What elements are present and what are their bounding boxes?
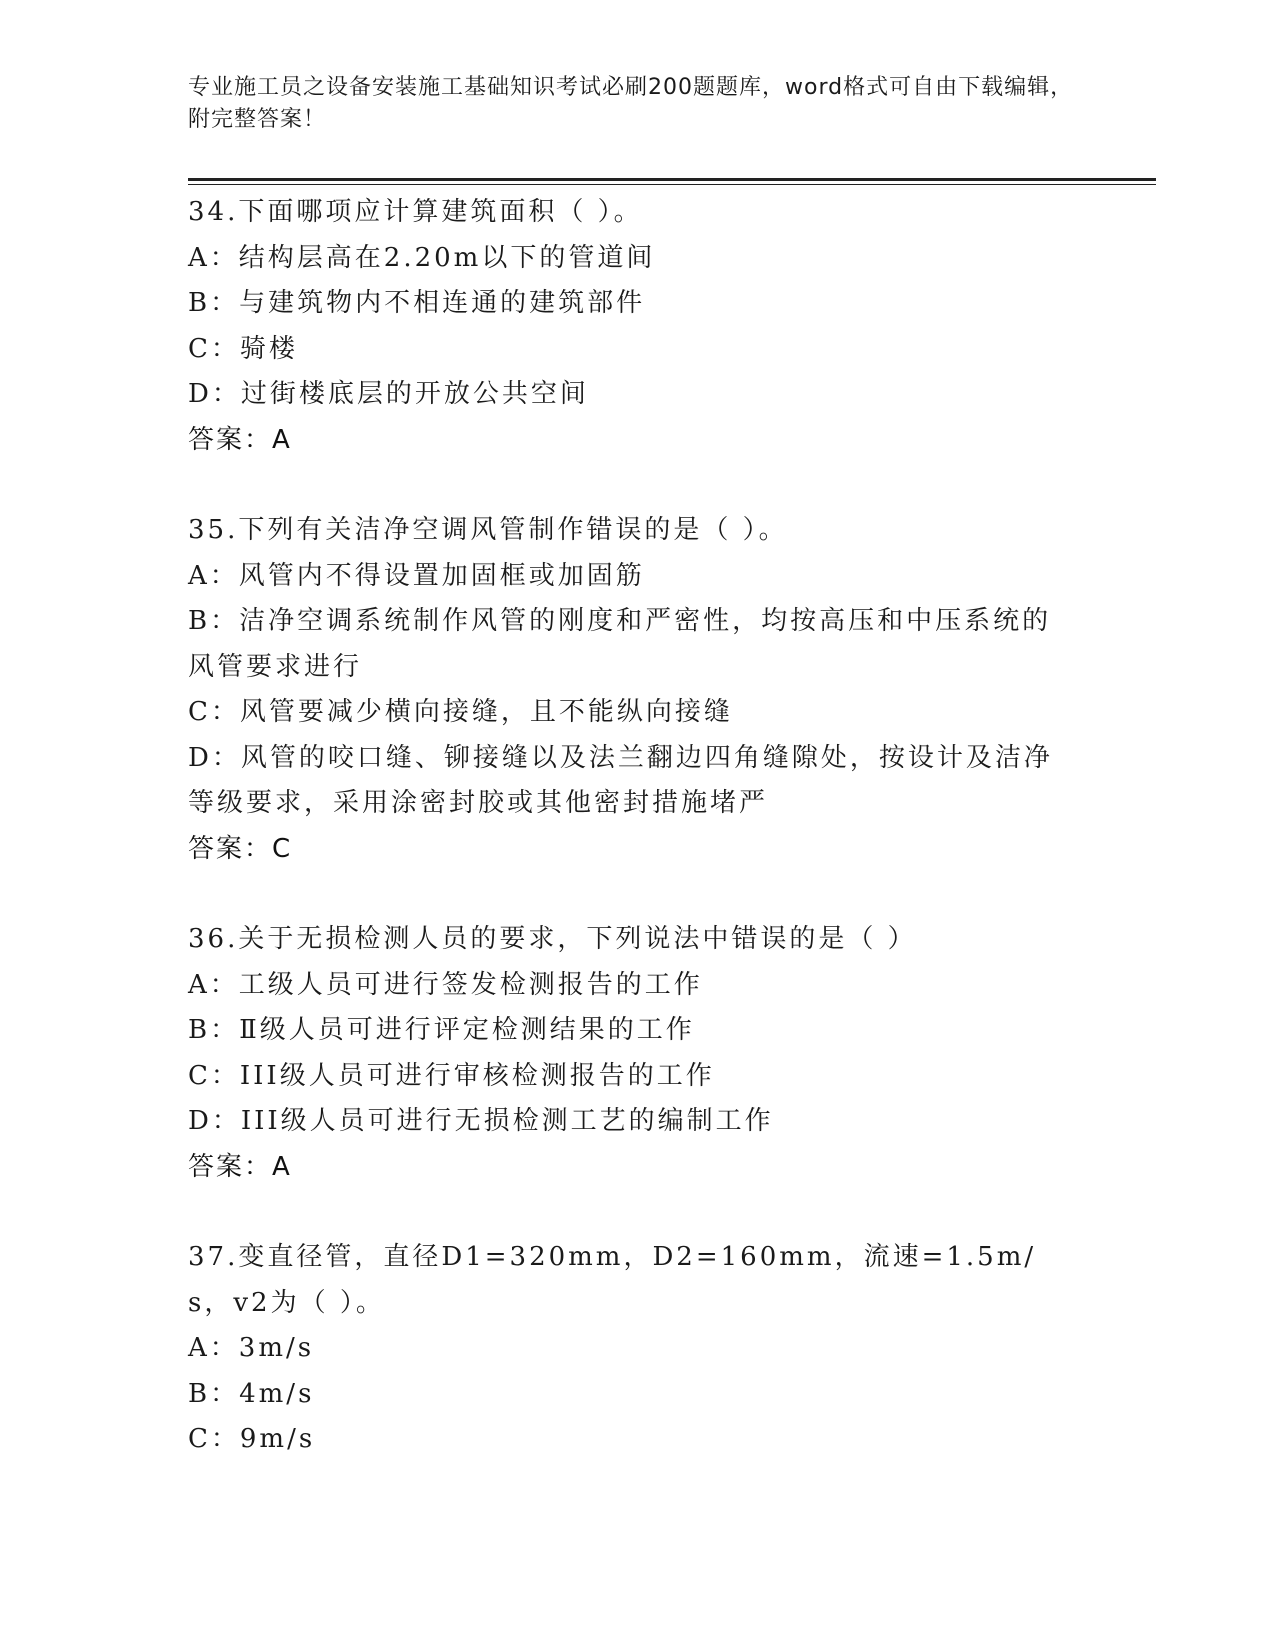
question-34 (188, 190, 1078, 463)
option-d: D：风管的咬口缝、铆接缝以及法兰翻边四角缝隙处，按设计及洁净等级要求，采用涂密封胶或其他密封措施堵严 (188, 742, 1053, 818)
header-divider-thin (188, 184, 1156, 185)
option-c: C：III级人员可进行审核检测报告的工作 (188, 1060, 715, 1091)
option-d: D：III级人员可进行无损检测工艺的编制工作 (188, 1106, 774, 1136)
question-stem: 36.关于无损检测人员的要求，下列说法中错误的是（ ） (188, 924, 917, 954)
question-36 (188, 917, 1078, 1190)
question-stem: 35.下列有关洁净空调风管制作错误的是（ ）。 (188, 515, 788, 545)
option-c: C：骑楼 (188, 333, 298, 364)
question-stem: 37.变直径管，直径D1=320mm，D2=160mm，流速=1.5m/s，v2为（ ）。 (188, 1242, 1037, 1318)
option-a: A：风管内不得设置加固框或加固筋 (188, 560, 645, 591)
option-a: A：3m/s (188, 1333, 315, 1363)
option-c: C：风管要减少横向接缝，且不能纵向接缝 (188, 697, 733, 727)
question-35 (188, 508, 1078, 872)
option-b: B：洁净空调系统制作风管的刚度和严密性，均按高压和中压系统的风管要求进行 (188, 606, 1052, 682)
option-b: B：与建筑物内不相连通的建筑部件 (188, 288, 646, 318)
question-stem: 34.下面哪项应计算建筑面积（ ）。 (188, 197, 643, 227)
answer-line (188, 418, 1078, 464)
answer-label: 答案： (188, 1151, 273, 1182)
answer-label: 答案： (188, 833, 273, 864)
answer-line (188, 827, 1078, 873)
answer-value: C (272, 833, 293, 864)
answer-line (188, 1145, 1078, 1191)
option-a: A：工级人员可进行签发检测报告的工作 (188, 969, 703, 1000)
answer-value: A (272, 424, 292, 455)
header-divider-thick (188, 178, 1156, 181)
question-list (188, 190, 1078, 1463)
answer-label: 答案： (188, 424, 273, 455)
answer-value: A (272, 1151, 292, 1182)
option-c: C：9m/s (188, 1424, 316, 1454)
option-b: B：Ⅱ级人员可进行评定检测结果的工作 (188, 1015, 695, 1045)
document-header: 专业施工员之设备安装施工基础知识考试必刷200题题库，word格式可自由下载编辑，附完整答案！ (188, 75, 1074, 132)
option-d: D：过街楼底层的开放公共空间 (188, 379, 589, 409)
option-b: B：4m/s (188, 1378, 315, 1409)
option-a: A：结构层高在2.20m以下的管道间 (188, 242, 656, 273)
question-37 (188, 1235, 1078, 1463)
